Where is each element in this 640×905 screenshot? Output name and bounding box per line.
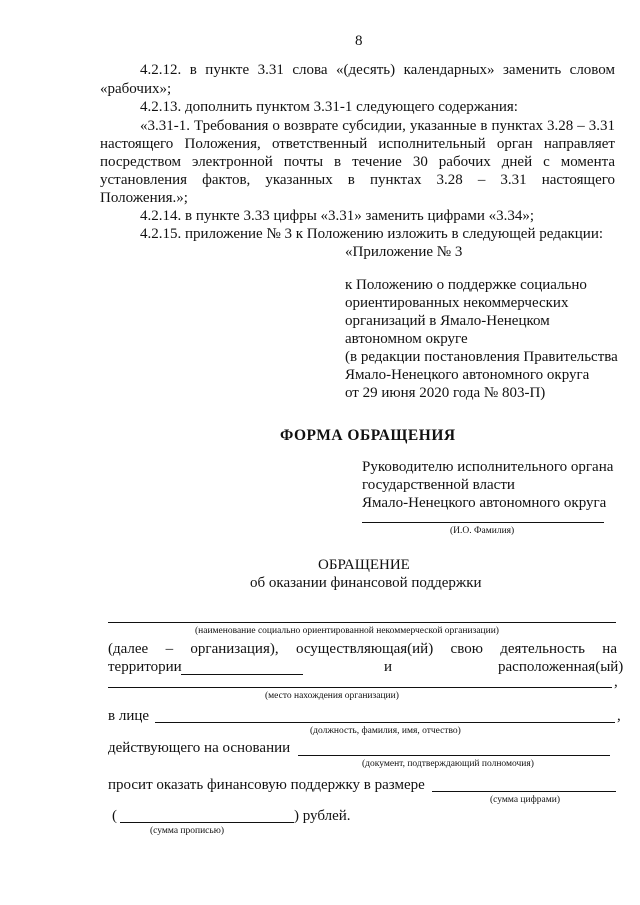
appendix-label: «Приложение № 3 — [345, 244, 463, 260]
paragraph-3-31-1-line5: Положения.»; — [100, 190, 188, 206]
amount-words-hint: (сумма прописью) — [150, 826, 224, 836]
addressee-line: государственной власти — [362, 477, 515, 493]
amount-words-field[interactable] — [120, 822, 294, 823]
addressee-line: Ямало-Ненецкого автономного округа — [362, 495, 607, 511]
acting-label: действующего на основании — [108, 740, 291, 756]
paragraph-3-31-1-line4: установления фактов, указанных в пунктах 3.28 – 3.31 настоящего — [100, 172, 615, 188]
location-comma: , — [614, 674, 618, 690]
org-name-field[interactable] — [108, 622, 616, 623]
addressee-line: Руководителю исполнительного органа — [362, 459, 614, 475]
territory-field[interactable] — [181, 674, 303, 675]
form-title: ФОРМА ОБРАЩЕНИЯ — [280, 427, 456, 444]
paragraph-4-2-12-line1: 4.2.12. в пункте 3.31 слова «(десять) календарных» заменить словом — [140, 62, 615, 78]
request-label: просит оказать финансовую поддержку в размере — [108, 777, 425, 793]
appendix-note-line: (в редакции постановления Правительства — [345, 349, 618, 365]
acting-hint: (документ, подтверждающий полномочия) — [362, 759, 534, 769]
org-activity-line: (далее – организация), осуществляющая(ий) свою деятельность на — [108, 641, 617, 657]
in-person-comma: , — [617, 708, 621, 724]
addressee-hint: (И.О. Фамилия) — [450, 526, 515, 536]
appendix-note-line: от 29 июня 2020 года № 803-П) — [345, 385, 546, 401]
in-person-field[interactable] — [155, 722, 615, 723]
rubles-label: ) рублей. — [294, 808, 351, 824]
territory-label: территории — [108, 659, 182, 675]
appendix-note-line: ориентированных некоммерческих — [345, 295, 569, 311]
page-number: 8 — [355, 33, 363, 49]
paragraph-3-31-1-line1: «3.31-1. Требования о возврате субсидии, указанные в пунктах 3.28 – 3.31 — [140, 118, 615, 134]
in-person-hint: (должность, фамилия, имя, отчество) — [310, 726, 461, 736]
location-field[interactable] — [108, 687, 612, 688]
paragraph-4-2-12-line2: «рабочих»; — [100, 81, 172, 97]
appendix-note-line: Ямало-Ненецкого автономного округа — [345, 367, 590, 383]
amount-digits-hint: (сумма цифрами) — [490, 795, 560, 805]
location-hint: (место нахождения организации) — [265, 691, 399, 701]
paragraph-4-2-14: 4.2.14. в пункте 3.33 цифры «3.31» заменить цифрами «3.34»; — [140, 208, 535, 224]
addressee-name-field[interactable] — [362, 522, 604, 523]
paragraph-3-31-1-line2: настоящего Положения, ответственный исполнительный орган направляет — [100, 136, 615, 152]
amount-digits-field[interactable] — [432, 791, 616, 792]
appendix-note-line: автономном округе — [345, 331, 468, 347]
in-person-label: в лице — [108, 708, 150, 724]
acting-field[interactable] — [298, 755, 610, 756]
appeal-subtitle: об оказании финансовой поддержки — [250, 575, 482, 591]
appeal-title: ОБРАЩЕНИЕ — [318, 557, 410, 573]
amount-words-open-paren: ( — [112, 808, 117, 824]
paragraph-4-2-15: 4.2.15. приложение № 3 к Положению изложить в следующей редакции: — [140, 226, 604, 242]
appendix-note-line: организаций в Ямало-Ненецком — [345, 313, 550, 329]
paragraph-3-31-1-line3: посредством электронной почты в течение 30 рабочих дней с момента — [100, 154, 615, 170]
paragraph-4-2-13: 4.2.13. дополнить пунктом 3.31-1 следующего содержания: — [140, 99, 518, 115]
org-name-hint: (наименование социально ориентированной некоммерческой организации) — [195, 626, 499, 636]
appendix-note-line: к Положению о поддержке социально — [345, 277, 587, 293]
territory-located: расположенная(ый) — [498, 659, 624, 675]
territory-and: и — [384, 659, 393, 675]
